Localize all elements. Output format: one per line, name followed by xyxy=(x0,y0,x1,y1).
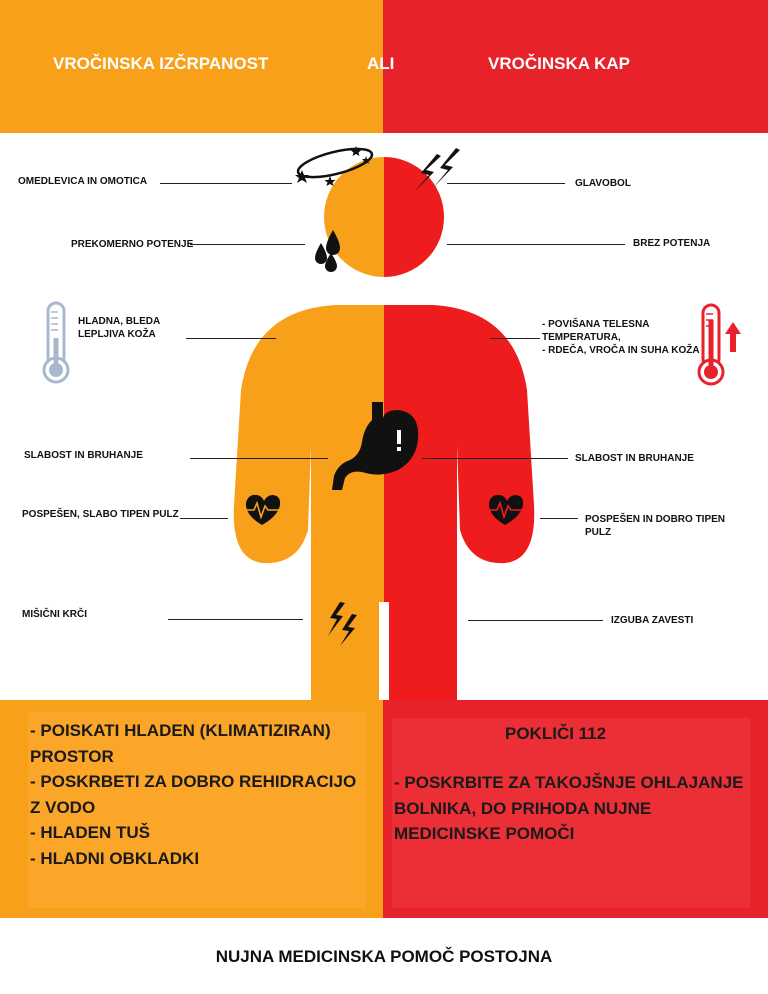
label-no-sweat: BREZ POTENJA xyxy=(633,238,711,249)
label-dizziness: OMEDLEVICA IN OMOTICA xyxy=(18,176,148,187)
leader-line xyxy=(160,183,292,184)
label-skin-line2: LEPLJIVA KOŽA xyxy=(78,329,156,340)
leader-line xyxy=(540,518,578,519)
action-line: - HLADEN TUŠ xyxy=(30,823,150,842)
action-line: Z VODO xyxy=(30,797,96,817)
label-headache: GLAVOBOL xyxy=(575,178,631,189)
leader-line xyxy=(168,619,303,620)
leader-line xyxy=(190,244,305,245)
thermometer-hot-icon xyxy=(699,305,723,384)
actions-left-list xyxy=(30,718,375,871)
label-pulse-right-line1: POSPEŠEN IN DOBRO TIPEN xyxy=(585,514,726,525)
arrow-up-icon xyxy=(725,322,741,352)
label-temp-line2: TEMPERATURA, xyxy=(542,332,621,343)
thermometer-cold-icon xyxy=(44,303,68,382)
label-cramps: MIŠIČNI KRČI xyxy=(22,609,87,620)
label-skin-line1: HLADNA, BLEDA xyxy=(78,316,161,327)
action-line: - POSKRBETI ZA DOBRO REHIDRACIJO xyxy=(30,772,357,791)
label-temp-line1: - POVIŠANA TELESNA xyxy=(542,319,650,330)
label-sweating: PREKOMERNO POTENJE xyxy=(71,239,194,250)
title-heat-stroke: VROČINSKA KAP xyxy=(488,54,630,73)
title-heat-exhaustion: VROČINSKA IZČRPANOST xyxy=(53,54,269,73)
leader-line xyxy=(180,518,228,519)
action-line: MEDICINSKE POMOČI xyxy=(394,824,575,843)
leader-line xyxy=(447,183,565,184)
label-pulse-left: POSPEŠEN, SLABO TIPEN PULZ xyxy=(22,509,179,520)
leader-line xyxy=(490,338,540,339)
action-line: - POSKRBITE ZA TAKOJŠNJE OHLAJANJE xyxy=(394,773,744,792)
title-or: ALI xyxy=(367,54,395,73)
footer-text: NUJNA MEDICINSKA POMOČ POSTOJNA xyxy=(215,947,553,966)
action-line: BOLNIKA, DO PRIHODA NUJNE xyxy=(394,798,652,818)
leader-line xyxy=(190,458,328,459)
label-faint: IZGUBA ZAVESTI xyxy=(611,615,694,626)
leader-line xyxy=(447,244,625,245)
label-temp-line3: - RDEČA, VROČA IN SUHA KOŽA xyxy=(542,345,700,356)
leader-line xyxy=(422,458,568,459)
label-nausea-right: SLABOST IN BRUHANJE xyxy=(575,453,694,464)
actions-right-list xyxy=(394,770,754,847)
label-pulse-right-line2: PULZ xyxy=(585,527,612,538)
label-nausea-left: SLABOST IN BRUHANJE xyxy=(24,450,143,461)
action-line: PROSTOR xyxy=(30,746,114,766)
call-112: POKLIČI 112 xyxy=(505,724,607,743)
leader-line xyxy=(186,338,276,339)
action-line: - HLADNI OBKLADKI xyxy=(30,848,200,868)
action-line: - POISKATI HLADEN (KLIMATIZIRAN) xyxy=(30,721,331,740)
leader-line xyxy=(468,620,603,621)
